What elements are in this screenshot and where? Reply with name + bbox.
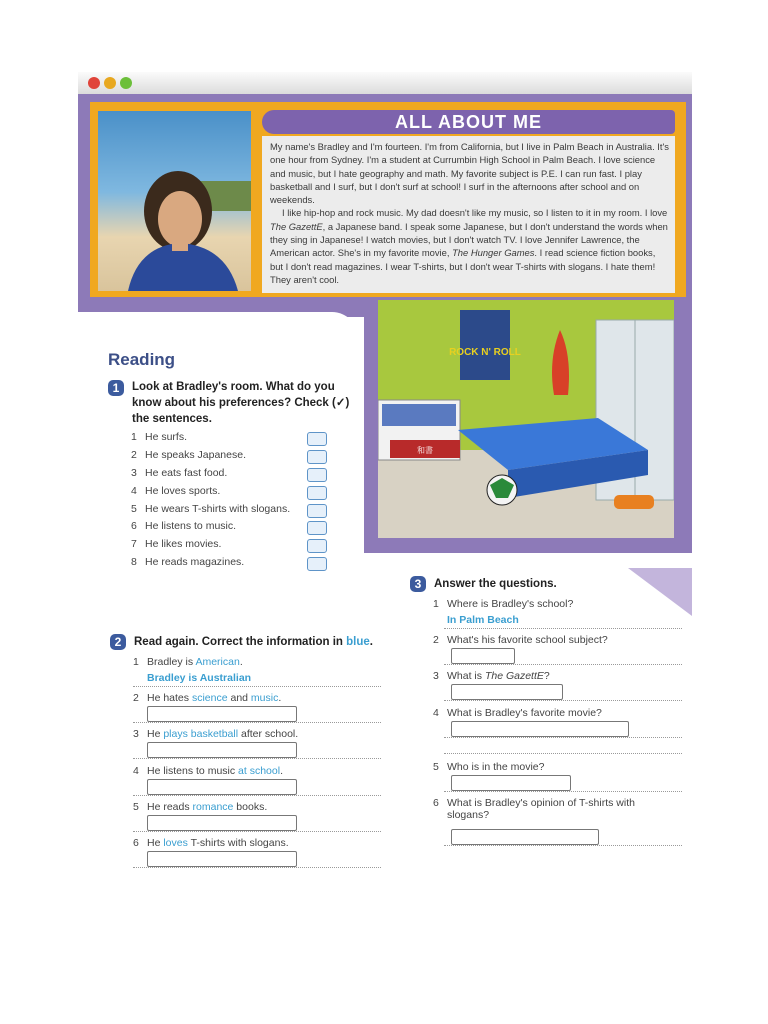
example-answer: Bradley is Australian bbox=[147, 672, 252, 684]
exercise-1-item bbox=[131, 520, 236, 532]
item-text: . bbox=[280, 765, 283, 777]
item-number: 5 bbox=[133, 801, 139, 813]
exercise-3-question bbox=[433, 707, 602, 719]
window-title-bar bbox=[78, 72, 692, 95]
exercise-1-item bbox=[131, 503, 290, 515]
exercise-3-question bbox=[433, 598, 573, 610]
item-text: He speaks Japanese. bbox=[145, 449, 246, 461]
exercise-2-item bbox=[133, 656, 243, 668]
check-box[interactable] bbox=[307, 557, 327, 571]
question-text: What is bbox=[447, 670, 485, 682]
decorative-triangle bbox=[628, 568, 692, 616]
check-box[interactable] bbox=[307, 504, 327, 518]
dotted-line bbox=[133, 758, 381, 759]
question-text: ? bbox=[543, 670, 550, 682]
page-title: ALL ABOUT ME bbox=[262, 110, 675, 134]
exercise-1-item bbox=[131, 538, 221, 550]
maximize-dot-icon bbox=[120, 77, 132, 89]
answer-field[interactable] bbox=[147, 742, 297, 758]
incorrect-info: music bbox=[250, 692, 279, 704]
exercise-1-number: 1 bbox=[108, 380, 124, 396]
exercise-1-item bbox=[131, 449, 246, 461]
incorrect-info: romance bbox=[192, 801, 234, 813]
item-number: 2 bbox=[133, 692, 139, 704]
item-number: 3 bbox=[133, 728, 139, 740]
item-text: He hates bbox=[147, 692, 192, 704]
intro-text bbox=[270, 140, 670, 286]
answer-field[interactable] bbox=[451, 829, 599, 845]
intro-paragraph-1: My name's Bradley and I'm fourteen. I'm from California, but I live in Palm Beach in Australia. It's one hour from Sydney. I'm a student at Currumbin High School in Palm Beach. I love science and music, but I hate geography and math. My favorite subject is P.E. I can run fast. I play basketball and I surf, but I don't surf at school! I surf in the afternoons after school and on weekends. bbox=[270, 141, 669, 206]
incorrect-info: plays basketball bbox=[163, 728, 239, 740]
item-text: books. bbox=[233, 801, 268, 813]
question-text: Who is in the movie? bbox=[447, 761, 545, 773]
item-text: He listens to music. bbox=[145, 520, 237, 532]
dotted-line bbox=[444, 845, 682, 846]
exercise-2-item bbox=[133, 765, 283, 777]
answer-field[interactable] bbox=[147, 779, 297, 795]
answer-field[interactable] bbox=[451, 721, 629, 737]
item-number: 6 bbox=[131, 520, 137, 532]
dotted-line bbox=[444, 628, 682, 629]
exercise-1-item bbox=[131, 485, 220, 497]
item-number: 7 bbox=[131, 538, 137, 550]
answer-field[interactable] bbox=[451, 684, 563, 700]
item-text: He eats fast food. bbox=[145, 467, 228, 479]
item-text: He wears T-shirts with slogans. bbox=[145, 503, 291, 515]
answer-field[interactable] bbox=[147, 851, 297, 867]
incorrect-info: science bbox=[191, 692, 228, 704]
item-number: 2 bbox=[131, 449, 137, 461]
book-text: 和書 bbox=[417, 446, 433, 455]
item-text: He likes movies. bbox=[145, 538, 222, 550]
item-text: He listens to music bbox=[147, 765, 239, 777]
answer-field[interactable] bbox=[451, 648, 515, 664]
check-box[interactable] bbox=[307, 521, 327, 535]
item-text: He bbox=[147, 728, 164, 740]
item-number: 4 bbox=[433, 707, 439, 719]
question-text: What is Bradley's opinion of T-shirts with bbox=[447, 797, 635, 809]
item-number: 1 bbox=[433, 598, 439, 610]
item-text: and bbox=[227, 692, 251, 704]
item-text: He surfs. bbox=[145, 431, 188, 443]
dotted-line bbox=[133, 722, 381, 723]
item-number: 1 bbox=[131, 431, 137, 443]
dotted-line bbox=[444, 753, 682, 754]
dotted-line bbox=[133, 686, 381, 687]
bradley-photo bbox=[98, 111, 251, 291]
answer-field[interactable] bbox=[451, 775, 571, 791]
exercise-2-instruction: Read again. Correct the information in blue. bbox=[134, 636, 373, 648]
exercise-2-item bbox=[133, 692, 281, 704]
dotted-line bbox=[133, 867, 381, 868]
exercise-1-item bbox=[131, 467, 227, 479]
frame-cutout bbox=[78, 312, 358, 352]
exercise-2-item bbox=[133, 728, 298, 740]
item-text: after school. bbox=[238, 728, 299, 740]
reading-heading: Reading bbox=[108, 350, 176, 369]
bradley-room-illustration bbox=[378, 300, 674, 538]
item-number: 8 bbox=[131, 556, 137, 568]
dotted-line bbox=[133, 795, 381, 796]
item-number: 5 bbox=[433, 761, 439, 773]
incorrect-info: loves bbox=[163, 837, 188, 849]
exercise-3-number: 3 bbox=[410, 576, 426, 592]
incorrect-info: American bbox=[195, 656, 240, 668]
item-text: Bradley is bbox=[147, 656, 196, 668]
item-number: 6 bbox=[433, 797, 439, 809]
dotted-line bbox=[444, 791, 682, 792]
poster-text: ROCK N' ROLL bbox=[449, 347, 521, 358]
check-box[interactable] bbox=[307, 539, 327, 553]
intro-paragraph-2: I like hip-hop and rock music. My dad doesn't like my music, so I listen to it in my room. I love The GazettE, a Japanese band. I speak some Japanese, but I don't understand the words when they sing in Japanese! I watch movies, but I don't watch TV. I love Jennifer Lawrence, the American actor. She's in my favorite movie, The Hunger Games. I read science fiction books, but I don't read magazines. I wear T-shirts, but I don't wear T-shirts with slogans. I hate them! They aren't cool. bbox=[270, 207, 668, 285]
item-number: 3 bbox=[433, 670, 439, 682]
exercise-3-question bbox=[433, 670, 550, 682]
item-text: He reads bbox=[147, 801, 193, 813]
minimize-dot-icon bbox=[104, 77, 116, 89]
answer-field[interactable] bbox=[147, 706, 297, 722]
item-text: He bbox=[147, 837, 164, 849]
item-number: 4 bbox=[133, 765, 139, 777]
check-box[interactable] bbox=[307, 450, 327, 464]
item-number: 4 bbox=[131, 485, 137, 497]
question-text: What is Bradley's favorite movie? bbox=[447, 707, 602, 719]
item-number: 3 bbox=[131, 467, 137, 479]
item-text: T-shirts with slogans. bbox=[187, 837, 289, 849]
exercise-2-item bbox=[133, 837, 289, 849]
item-text: . bbox=[278, 692, 282, 704]
question-text: What's his favorite school subject? bbox=[447, 634, 608, 646]
item-number: 5 bbox=[131, 503, 137, 515]
exercise-1-item bbox=[131, 431, 187, 443]
item-number: 6 bbox=[133, 837, 139, 849]
check-box[interactable] bbox=[307, 468, 327, 482]
dotted-line bbox=[444, 664, 682, 665]
exercise-3-question bbox=[433, 761, 544, 773]
question-text: slogans? bbox=[447, 809, 490, 821]
check-box[interactable] bbox=[307, 432, 327, 446]
exercise-3-instruction: Answer the questions. bbox=[434, 578, 557, 590]
exercise-2-number: 2 bbox=[110, 634, 126, 650]
item-text: He reads magazines. bbox=[145, 556, 245, 568]
answer-field[interactable] bbox=[147, 815, 297, 831]
check-box[interactable] bbox=[307, 486, 327, 500]
band-name: The GazettE bbox=[484, 670, 544, 682]
dotted-line bbox=[133, 831, 381, 832]
close-dot-icon bbox=[88, 77, 100, 89]
dotted-line bbox=[444, 700, 682, 701]
item-number: 2 bbox=[433, 634, 439, 646]
item-number: 1 bbox=[133, 656, 139, 668]
question-text: Where is Bradley's school? bbox=[447, 598, 574, 610]
item-text: He loves sports. bbox=[145, 485, 221, 497]
exercise-1-instruction: Look at Bradley's room. What do you know about his preferences? Check (✓) the sentences. bbox=[132, 381, 350, 425]
incorrect-info: at school bbox=[238, 765, 281, 777]
exercise-1-item bbox=[131, 556, 244, 568]
exercise-3-question bbox=[433, 634, 608, 646]
dotted-line bbox=[444, 737, 682, 738]
exercise-3-question bbox=[433, 797, 635, 821]
example-answer: In Palm Beach bbox=[447, 614, 519, 626]
item-text: . bbox=[239, 656, 243, 668]
exercise-2-item bbox=[133, 801, 267, 813]
